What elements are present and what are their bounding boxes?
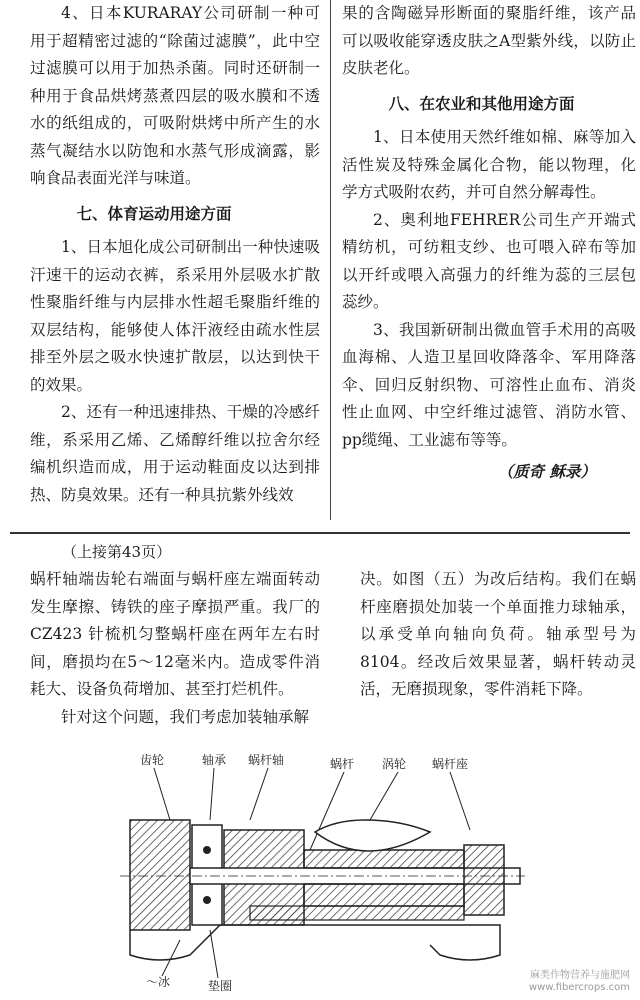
paragraph-agri-1: 1、日本使用天然纤维如棉、麻等加入活性炭及特殊金属化合物，能以物理，化学方式吸附农药，并可自然分解毒性。 bbox=[342, 128, 636, 201]
top-left-column bbox=[30, 0, 320, 509]
paragraph-agri-2: 2、奥利地FEHRER公司生产开端式精纺机，可纺粗支纱、也可喂入碎布等加以开纤或喂入高强力的纤维为蕊的三层包蕊纱。 bbox=[342, 210, 636, 311]
worm-bearing-diagram bbox=[100, 750, 530, 995]
label-bearing: 轴承 bbox=[202, 753, 227, 767]
bottom-right-column bbox=[360, 566, 636, 704]
section-heading-agriculture: 八、在农业和其他用途方面 bbox=[388, 94, 575, 113]
section-heading-sports: 七、体育运动用途方面 bbox=[76, 204, 232, 223]
paragraph-agri-3: 3、我国新研制出微血管手术用的高吸血海棉、人造卫星回收降落伞、军用降落伞、回归反射织物、可溶性止血布、消炎性止血网、中空纤维过滤管、消防水管、pp缆绳、工业滤布等等。 bbox=[342, 320, 636, 449]
paragraph-worm-2: 针对这个问题，我们考虑加装轴承解 bbox=[61, 707, 310, 726]
author-signature: （质奇 稣录） bbox=[497, 462, 596, 481]
column-divider bbox=[330, 0, 331, 520]
paragraph-worm-1: 蜗杆轴端齿轮右端面与蜗杆座左端面转动发生摩擦、铸铁的座子摩损严重。我厂的CZ423 针梳机匀整蜗杆座在两年左右时间，磨损均在5～12毫米内。造成零件消耗大、设备负荷增加、甚至打烂机件。 bbox=[30, 570, 320, 698]
label-gear: 齿轮 bbox=[140, 753, 165, 767]
paragraph-sports-1: 1、日本旭化成公司研制出一种快速吸汗速干的运动衣裤，系采用外层吸水扩散性聚脂纤维与内层排水性超毛聚脂纤维的双层结构，能够使人体汗液经由疏水性层排至外层之吸水快速扩散层，以达到快干的效果。 bbox=[30, 238, 320, 394]
machine-body bbox=[120, 820, 525, 960]
site-watermark: 麻类作物营养与施肥网 www.fibercrops.com bbox=[528, 970, 630, 993]
label-worm: 蜗杆 bbox=[330, 757, 355, 771]
top-right-column bbox=[342, 0, 636, 486]
bottom-left-column bbox=[30, 566, 320, 731]
label-gasket: 垫圈 bbox=[208, 979, 233, 993]
paragraph-sports-2: 2、还有一种迅速排热、干燥的冷感纤维，系采用乙烯、乙烯醇纤维以拉舍尔经编机织造而成，用于运动鞋面皮以达到排热、防臭效果。还有一种具抗紫外线效 bbox=[30, 403, 320, 504]
label-worm-wheel: 涡轮 bbox=[382, 757, 407, 771]
continued-from-note: （上接第43页） bbox=[62, 543, 172, 561]
label-worm-seat: 蜗杆座 bbox=[432, 757, 469, 771]
label-worm-shaft: 蜗杆轴 bbox=[248, 753, 285, 767]
section-divider bbox=[10, 532, 630, 534]
label-bottom-left: ～冰 bbox=[146, 975, 171, 989]
paragraph-worm-3: 决。如图（五）为改后结构。我们在蜗杆座磨损处加装一个单面推力球轴承，以承受单向轴向负荷。轴承型号为8104。经改后效果显著，蜗杆转动灵活，无磨损现象，零件消耗下降。 bbox=[360, 570, 636, 698]
paragraph-continuation: 果的含陶磁异形断面的聚脂纤维，该产品可以吸收能穿透皮肤之A型紫外线，以防止皮肤老化。 bbox=[342, 4, 636, 77]
paragraph-item-4: 4、日本KURARAY公司研制一种可用于超精密过滤的“除菌过滤膜”，此中空过滤膜可以用于加热杀菌。同时还研制一种用于食品烘烤蒸煮四层的吸水膜和不透水的纸组成的，可吸附烘烤中所产生的水蒸气凝结水以防饱和水蒸气形成滴露，影响食品表面光洋与味道。 bbox=[30, 4, 320, 187]
